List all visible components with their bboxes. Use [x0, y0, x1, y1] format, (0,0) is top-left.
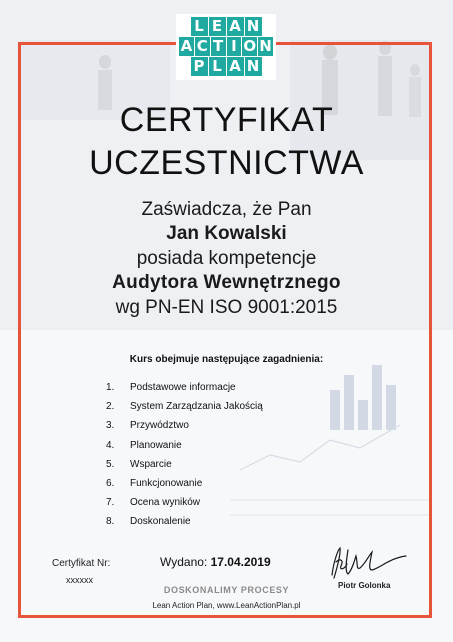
logo-letter: C — [196, 37, 208, 55]
list-item — [106, 420, 306, 439]
topic-label: Doskonalenie — [130, 516, 191, 528]
list-item — [106, 440, 306, 459]
topic-label: Wsparcie — [130, 458, 172, 470]
logo-letter: N — [245, 17, 262, 36]
list-item — [106, 382, 306, 401]
topic-number: 6. — [106, 477, 115, 489]
topics-heading: Kurs obejmuje następujące zagadnienia: — [129, 354, 324, 365]
topic-label: Planowanie — [130, 439, 182, 451]
topic-number: 1. — [106, 382, 115, 393]
logo-letter: A — [227, 57, 244, 76]
topic-number: 8. — [106, 516, 115, 528]
logo-letter: L — [191, 17, 208, 36]
company-footer: Lean Action Plan, www.LeanActionPlan.pl — [152, 601, 301, 610]
signer-name: Piotr Golonka — [338, 581, 391, 590]
list-item — [106, 516, 306, 535]
logo-letter: P — [191, 57, 208, 76]
topic-number: 5. — [106, 458, 115, 470]
standard-text: wg PN-EN ISO 9001:2015 — [115, 297, 338, 318]
lean-action-plan-logo — [176, 14, 276, 80]
certificate-number-value: xxxxxx — [66, 575, 93, 585]
signature — [310, 540, 410, 585]
logo-row — [179, 37, 273, 56]
logo-letter: N — [245, 57, 262, 76]
logo-letter: O — [243, 37, 257, 55]
topics-list — [106, 382, 306, 536]
competence-text: posiada kompetencje — [136, 248, 317, 269]
topic-label: Funkcjonowanie — [130, 477, 203, 489]
company-motto: DOSKONALIMY PROCESY — [163, 585, 290, 595]
logo-letter: I — [227, 37, 242, 56]
logo-letter: T — [211, 37, 226, 56]
topic-number: 3. — [106, 420, 115, 432]
topic-number: 4. — [106, 439, 115, 451]
list-item — [106, 497, 306, 516]
list-item — [106, 478, 306, 497]
certificate-number-label: Certyfikat Nr: — [52, 558, 111, 569]
certificate-title-line1: CERTYFIKAT — [119, 101, 334, 139]
logo-row — [179, 17, 273, 36]
issue-date — [160, 555, 271, 569]
issue-date-value: 17.04.2019 — [210, 555, 271, 569]
participant-name: Jan Kowalski — [166, 223, 287, 244]
attest-text: Zaświadcza, że Pan — [141, 199, 312, 220]
logo-letter: A — [180, 37, 193, 55]
logo-letter: E — [209, 17, 226, 36]
topic-label: Ocena wyników — [130, 497, 201, 509]
issue-date-label: Wydano: — [160, 555, 208, 569]
topic-label: Przywództwo — [130, 420, 189, 432]
topic-number: 2. — [106, 401, 115, 413]
topic-label: System Zarządzania Jakością — [130, 401, 263, 413]
role-title: Audytora Wewnętrznego — [112, 272, 341, 293]
logo-letter: A — [227, 17, 244, 36]
logo-row — [179, 57, 273, 76]
logo-letter: L — [209, 57, 226, 76]
certificate-title-line2: UCZESTNICTWA — [89, 144, 364, 182]
topic-number: 7. — [106, 497, 115, 509]
list-item — [106, 459, 306, 478]
topic-label: Podstawowe informacje — [130, 382, 236, 393]
logo-letter: N — [259, 37, 272, 55]
list-item — [106, 401, 306, 420]
